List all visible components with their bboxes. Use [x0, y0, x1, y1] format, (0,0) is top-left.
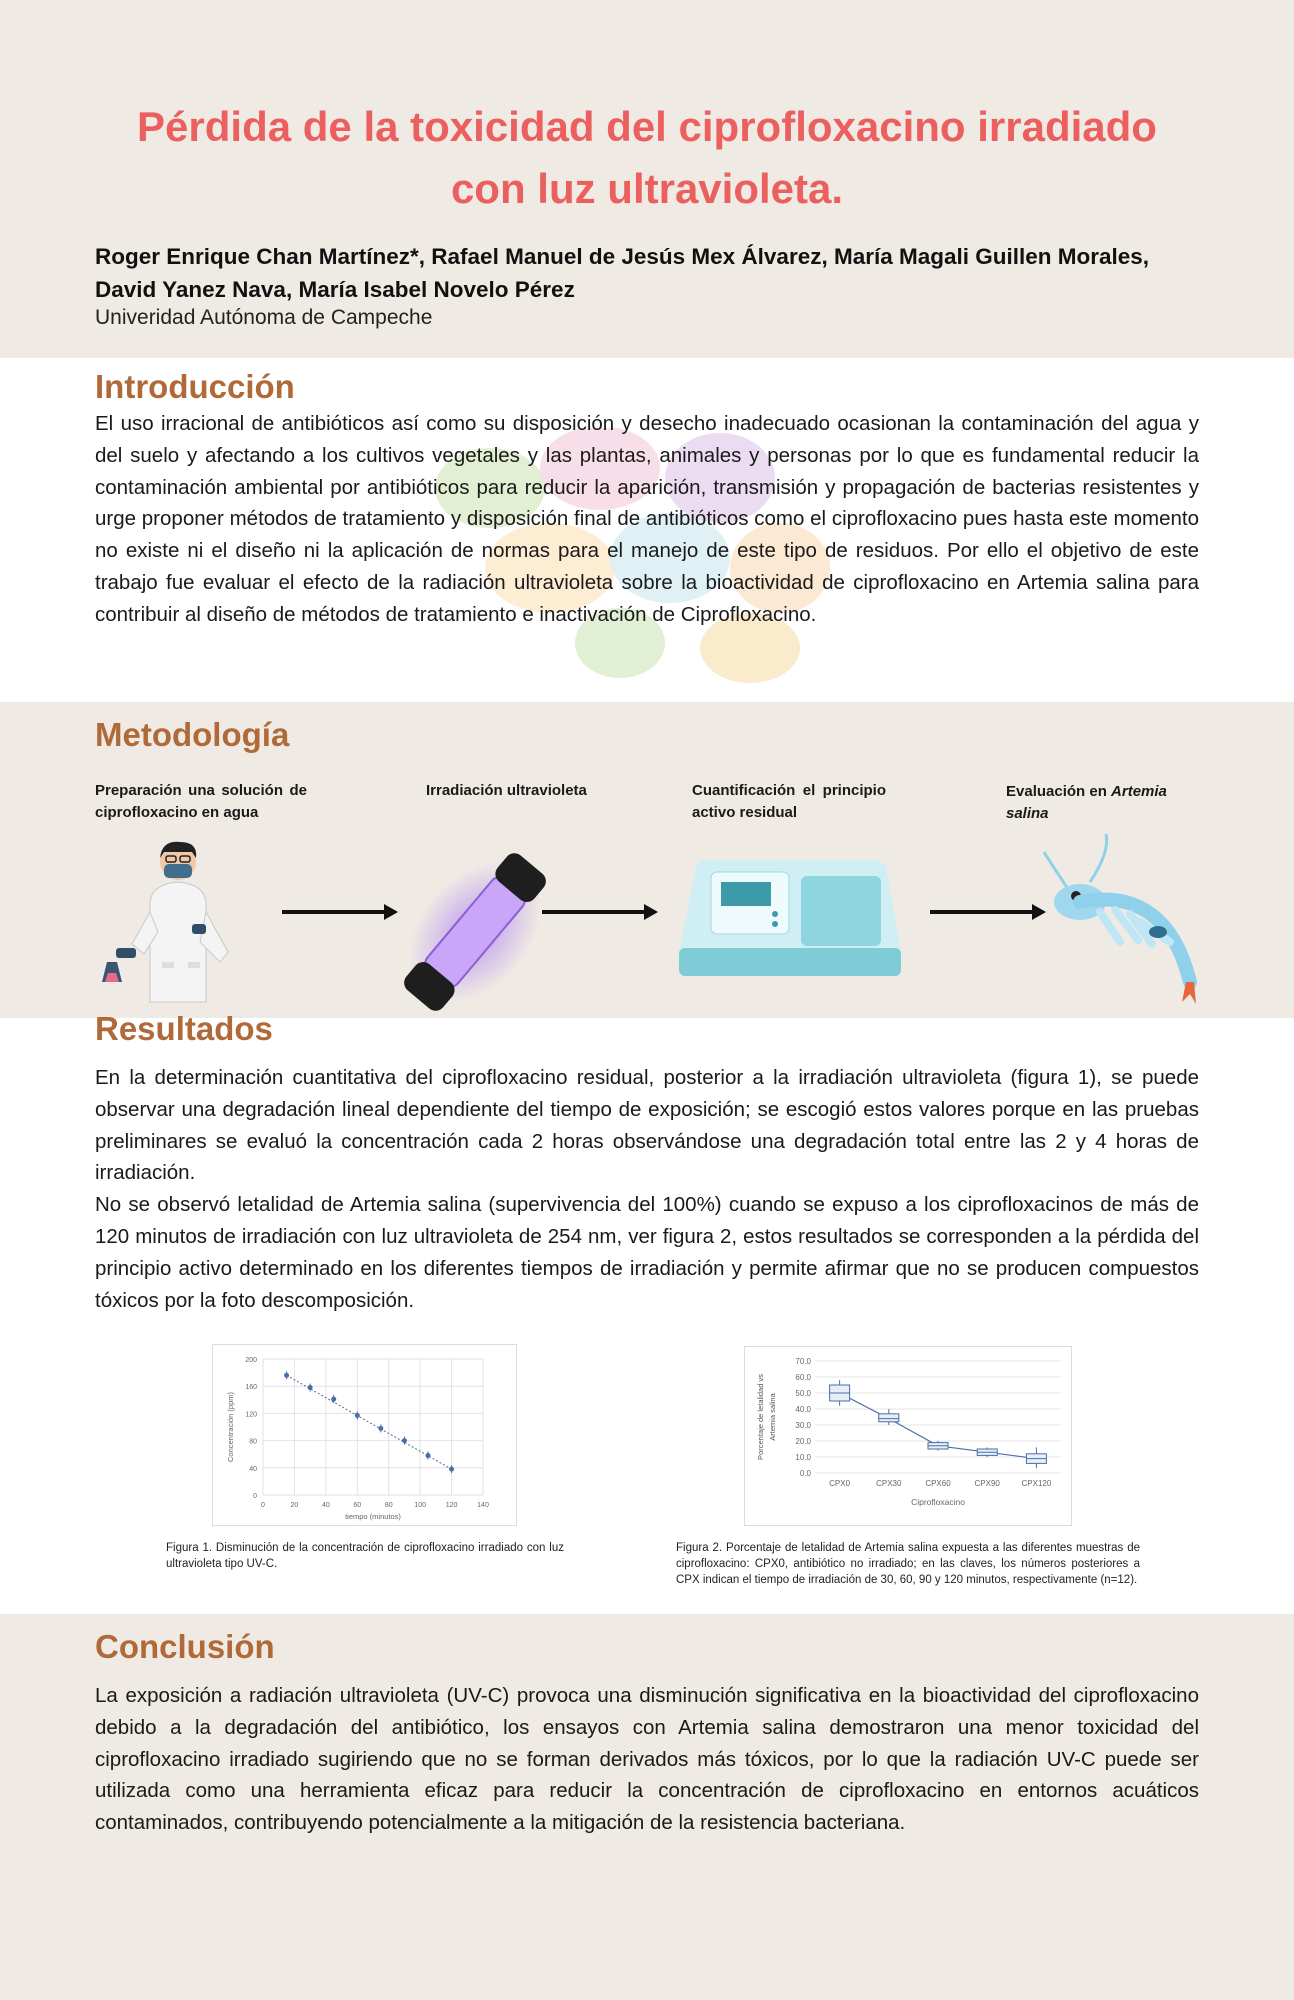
- uv-lamp-illustration: [385, 842, 565, 1022]
- data-point: [308, 1385, 313, 1390]
- results-heading: Resultados: [95, 1010, 273, 1047]
- method-section: [0, 702, 1294, 1018]
- y-tick-label: 0: [253, 1493, 257, 1500]
- authors: Roger Enrique Chan Martínez*, Rafael Manuel de Jesús Mex Álvarez, María Magali Guillen Morales, David Yanez Nava, María Isabel Novelo Pérez: [95, 244, 1150, 302]
- results-paragraph-1: En la determinación cuantitativa del ciprofloxacino residual, posterior a la irradiación ultravioleta (figura 1), se puede observar una degradación lineal dependiente del tiempo de exposición; se escogió estos valores porque en las pruebas preliminares se evaluó la concentración cada 2 horas observándose una degradación total entre las 2 y 4 horas de irradiación.: [95, 1066, 1199, 1185]
- arrow-icon: [540, 902, 660, 922]
- data-point: [284, 1373, 289, 1378]
- x-tick-label: 0: [261, 1502, 265, 1509]
- intro-section: [0, 358, 1294, 702]
- x-tick-label: 20: [290, 1502, 299, 1509]
- y-tick-label: 70.0: [795, 1357, 811, 1366]
- y-tick-label: 80: [249, 1438, 257, 1446]
- x-axis-label: Ciprofloxacino: [911, 1497, 965, 1507]
- figure-1-caption: Figura 1. Disminución de la concentración de ciprofloxacino irradiado con luz ultravioleta tipo UV-C.: [166, 1542, 564, 1570]
- figure-2-chart: [745, 1347, 1071, 1525]
- x-tick-label: CPX30: [876, 1479, 902, 1488]
- x-tick-label: 40: [321, 1502, 330, 1509]
- x-tick-label: CPX120: [1021, 1479, 1052, 1488]
- data-point: [378, 1426, 383, 1431]
- x-tick-label: 140: [477, 1502, 489, 1509]
- arrow-icon: [280, 902, 400, 922]
- y-axis-label: Concentración (ppm): [226, 1391, 235, 1463]
- results-text: [95, 1062, 1199, 1316]
- y-tick-label: 0.0: [799, 1469, 811, 1478]
- figure-2-caption: Figura 2. Porcentaje de letalidad de Artemia salina expuesta a las diferentes muestras de ciprofloxacino: CPX0, antibiótico no irradiado; en las claves, los números posteriores a CPX indican el tiempo de irradiación de 30, 60, 90 y 120 minutos, respectivamente (n=12).: [676, 1542, 1140, 1586]
- arrow-icon: [928, 902, 1048, 922]
- title-line-2: con luz ultravioleta.: [450, 165, 844, 212]
- x-axis-label: tiempo (minutos): [345, 1512, 401, 1521]
- data-point: [426, 1453, 431, 1458]
- y-tick-label: 40: [249, 1465, 257, 1473]
- affiliation: Univeridad Autónoma de Campeche: [95, 306, 433, 329]
- y-tick-label: 40.0: [795, 1405, 811, 1414]
- x-tick-label: CPX0: [829, 1479, 851, 1488]
- step-4-label-text: Evaluación en: [1006, 783, 1112, 800]
- y-tick-label: 50.0: [795, 1389, 811, 1398]
- conclusion-heading: Conclusión: [95, 1628, 275, 1665]
- spectrophotometer-illustration: [675, 852, 905, 982]
- figure-2-frame: [744, 1346, 1072, 1526]
- artemia-illustration: [1040, 832, 1210, 1012]
- conclusion-section: [0, 1614, 1294, 2000]
- y-axis-label: Porcentaje de letalidad vs: [756, 1374, 765, 1460]
- data-point: [402, 1438, 407, 1443]
- y-tick-label: 60.0: [795, 1373, 811, 1382]
- step-4-label: [1006, 781, 1200, 825]
- method-heading: Metodología: [95, 716, 290, 753]
- y-tick-label: 30.0: [795, 1421, 811, 1430]
- intro-heading: Introducción: [95, 368, 295, 405]
- poster-title: [60, 96, 1234, 220]
- y-axis-label: Artemia salina: [768, 1393, 777, 1441]
- results-paragraph-2: No se observó letalidad de Artemia salina (supervivencia del 100%) cuando se expuso a los ciprofloxacinos de más de 120 minutos de irradiación con luz ultravioleta de 254 nm, ver figura 2, estos resultados se corresponden a la pérdida del principio activo determinado en los diferentes tiempos de irradiación y permite afirmar que no se producen compuestos tóxicos por la foto descomposición.: [95, 1193, 1199, 1312]
- box: [879, 1414, 899, 1422]
- y-tick-label: 160: [245, 1384, 257, 1392]
- step-4-label-italic: Artemia salina: [1006, 783, 1167, 822]
- results-section: [0, 1010, 1294, 1614]
- header-band: [0, 0, 1294, 358]
- title-line-1: Pérdida de la toxicidad del ciprofloxacino irradiado: [137, 103, 1157, 150]
- figure-1-frame: [212, 1344, 517, 1526]
- scientist-illustration: [92, 832, 282, 1022]
- x-tick-label: 60: [353, 1502, 362, 1509]
- intro-text: El uso irracional de antibióticos así como su disposición y desecho inadecuado ocasionan la contaminación del agua y del suelo y afectando a los cultivos vegetales y las plantas, animales y personas por lo que es fundamental reducir la contaminación ambiental por antibióticos para reducir la aparición, transmisión y propagación de bacterias resistentes y urge proponer métodos de tratamiento y disposición final de antibióticos como el ciprofloxacino pues hasta este momento no existe ni el diseño ni la aplicación de normas para el manejo de este tipo de residuos. Por ello el objetivo de este trabajo fue evaluar el efecto de la radiación ultravioleta sobre la bioactividad de ciprofloxacino en Artemia salina para contribuir al diseño de métodos de tratamiento e inactivación de Ciprofloxacino.: [95, 412, 1199, 626]
- x-tick-label: 120: [445, 1502, 458, 1509]
- step-3-label: Cuantificación el principio activo residual: [692, 782, 886, 821]
- figure-1-chart: [213, 1345, 516, 1525]
- x-tick-label: 100: [414, 1502, 426, 1509]
- step-1-label: Preparación una solución de ciprofloxacino en agua: [95, 782, 307, 821]
- x-tick-label: CPX60: [925, 1479, 951, 1488]
- y-tick-label: 200: [245, 1357, 257, 1364]
- conclusion-text: La exposición a radiación ultravioleta (UV-C) provoca una disminución significativa en la bioactividad del ciprofloxacino debido a la degradación del antibiótico, los ensayos con Artemia salina demostraron una menor toxicidad del ciprofloxacino irradiado sugiriendo que no se forman derivados más tóxicos, por lo que la radiación UV-C puede ser utilizada como una herramienta eficaz para reducir la concentración de ciprofloxacino en entornos acuáticos contaminados, contribuyendo potencialmente a la mitigación de la resistencia bacteriana.: [95, 1684, 1199, 1835]
- x-tick-label: 80: [384, 1502, 393, 1509]
- data-point: [331, 1397, 336, 1402]
- y-tick-label: 20.0: [795, 1437, 811, 1446]
- x-tick-label: CPX90: [974, 1479, 1000, 1488]
- data-point: [449, 1467, 454, 1472]
- y-tick-label: 10.0: [795, 1453, 811, 1462]
- step-2-label: Irradiación ultravioleta: [426, 782, 587, 799]
- data-point: [355, 1413, 360, 1418]
- y-tick-label: 120: [245, 1411, 257, 1419]
